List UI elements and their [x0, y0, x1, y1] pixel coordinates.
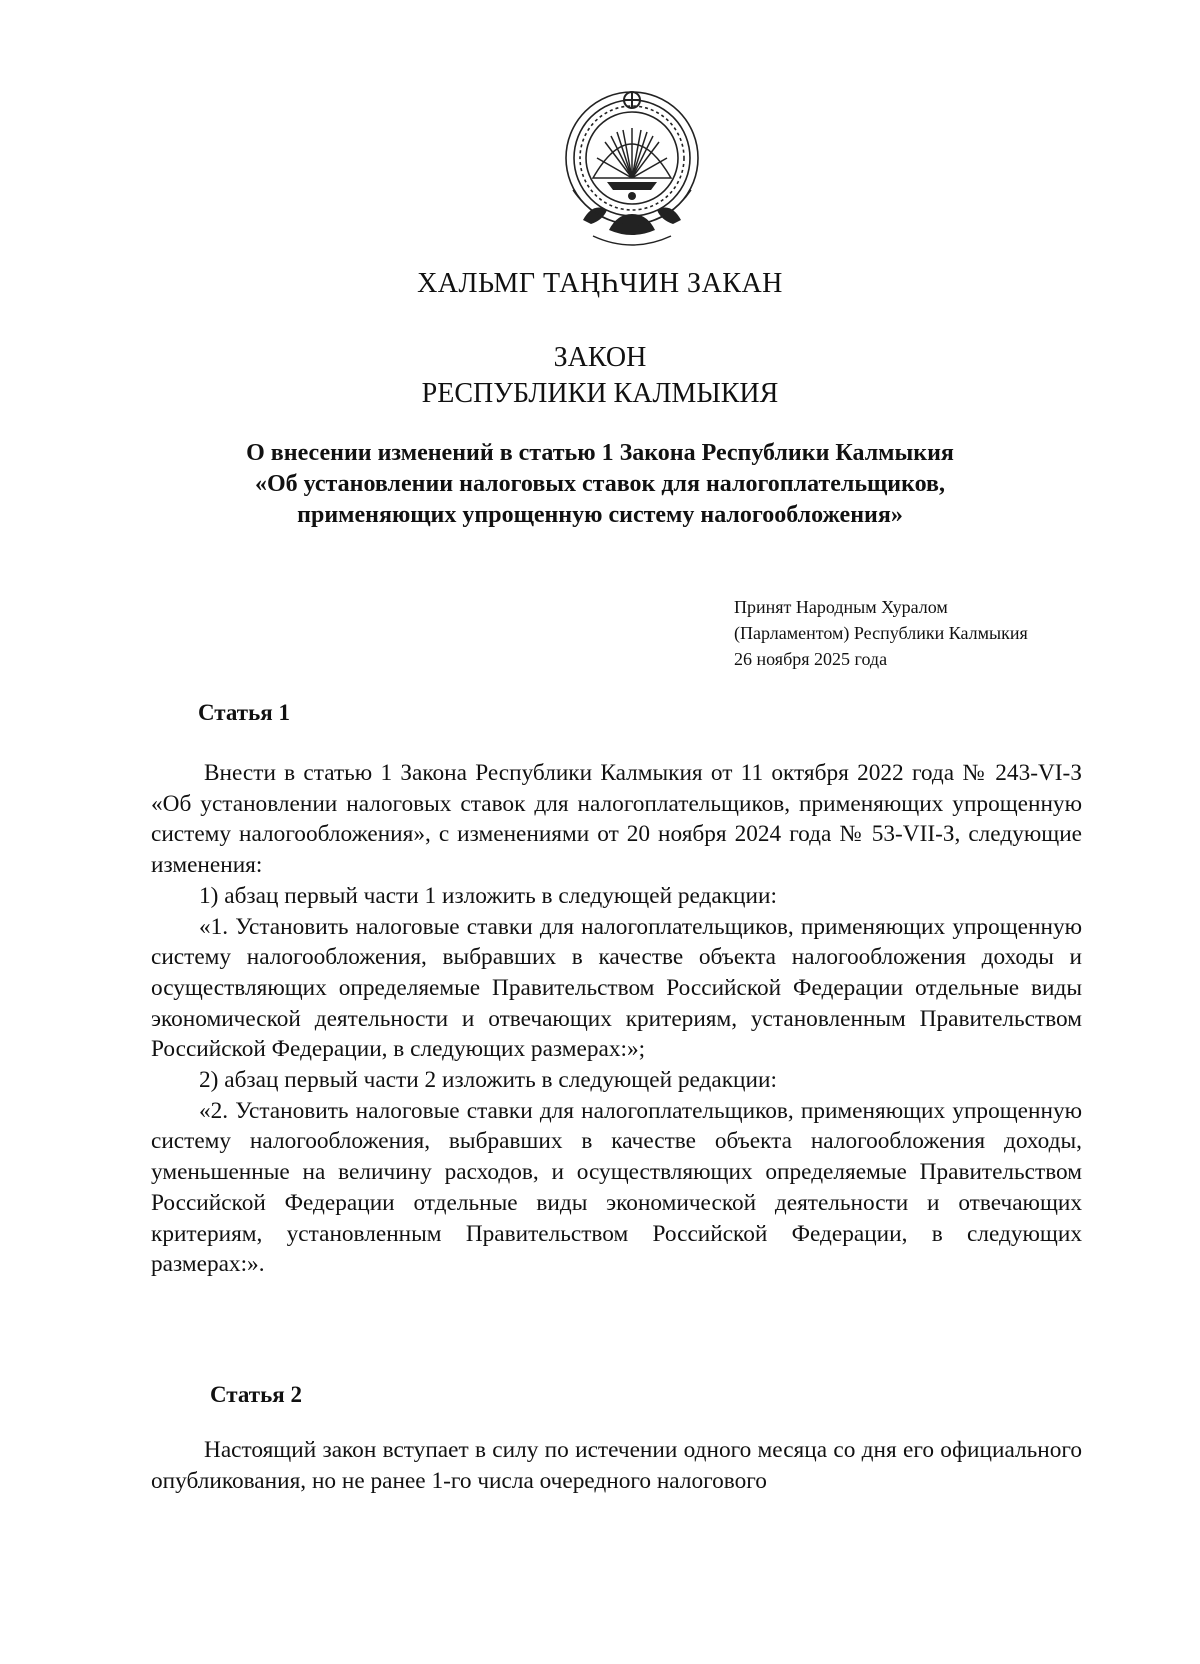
adoption-note [734, 594, 1028, 672]
adoption-date: 26 ноября 2025 года [734, 649, 888, 669]
law-heading-line1: ЗАКОН [553, 342, 647, 373]
adoption-line2: (Парламентом) Республики Калмыкия [734, 623, 1028, 643]
law-heading-line2: РЕСПУБЛИКИ КАЛМЫКИЯ [421, 378, 779, 409]
article-1-intro: Внести в статью 1 Закона Республики Калмыкия от 11 октября 2022 года № 243-VI-З «Об установлении налоговых ставок для налогоплательщиков, применяющих упрощенную систему налогообложения», с изменениями от 20 ноября 2024 года № 53-VII-З, следующие изменения: [151, 760, 1082, 879]
article-1-item-2-text: «2. Установить налоговые ставки для налогоплательщиков, применяющих упрощенную систему налогообложения, выбравших в качестве объекта налогообложения доходы, уменьшенные на величину расходов, и осуществляющих определяемые Правительством Российской Федерации отдельные виды экономической деятельности и отвечающих критериям, установленным Правительством Российской Федерации, в следующих размерах:». [151, 1097, 1082, 1278]
article-1-item-2: 2) абзац первый части 2 изложить в следующей редакции: [199, 1067, 777, 1094]
article-2-heading: Статья 2 [210, 1382, 302, 1407]
article-2-text: Настоящий закон вступает в силу по истечении одного месяца со дня его официального опубликования, но не ранее 1-го числа очередного налогового [151, 1437, 1082, 1494]
kalmyk-title: ХАЛЬМГ ТАҢҺЧИН ЗАКАН [417, 268, 783, 299]
article-2-body [151, 1435, 1082, 1496]
article-1-body [151, 758, 1082, 1280]
article-1-item-1-text: «1. Установить налоговые ставки для налогоплательщиков, применяющих упрощенную систему налогообложения, выбравших в качестве объекта налогообложения доходы и осуществляющих определяемые Правительством Российской Федерации отдельные виды экономической деятельности и отвечающих критериям, установленным Правительством Российской Федерации, в следующих размерах:»; [151, 913, 1082, 1063]
law-title-line2: «Об установлении налоговых ставок для налогоплательщиков, [254, 471, 946, 497]
article-1-heading: Статья 1 [198, 700, 290, 725]
article-1-item-1: 1) абзац первый части 1 изложить в следующей редакции: [199, 882, 777, 909]
law-title [0, 438, 1200, 531]
law-heading [0, 340, 1200, 412]
law-title-line1: О внесении изменений в статью 1 Закона Республики Калмыкия [246, 440, 954, 466]
coat-of-arms-kalmykia-icon [553, 80, 711, 250]
law-title-line3: применяющих упрощенную систему налогообложения» [297, 502, 903, 528]
adoption-line1: Принят Народным Хуралом [734, 597, 948, 617]
